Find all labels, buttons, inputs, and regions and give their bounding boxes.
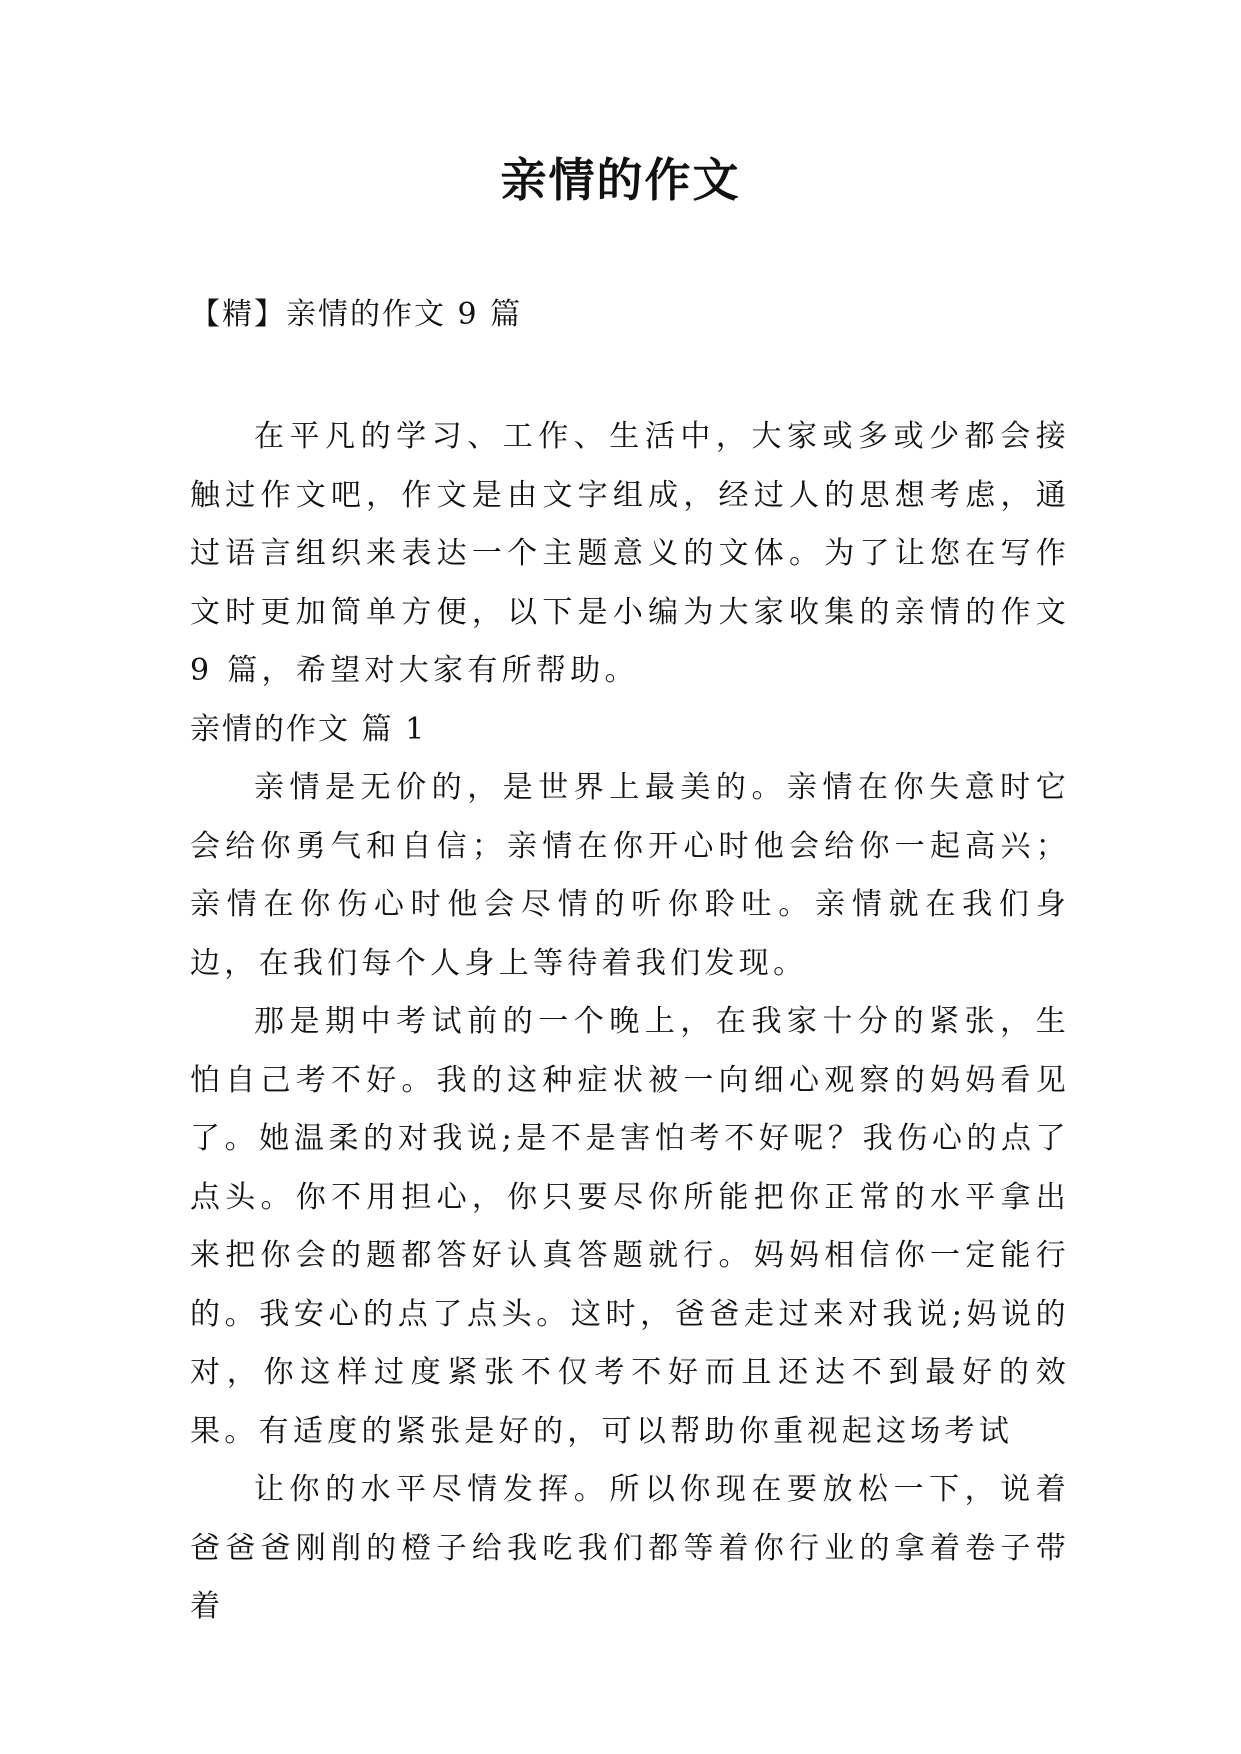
document-title: 亲情的作文 — [500, 153, 741, 207]
document-subtitle: 【精】亲情的作文 9 篇 — [190, 297, 523, 332]
section-heading: 亲情的作文 篇 1 — [190, 711, 427, 747]
body-paragraph: 亲情是无价的，是世界上最美的。亲情在你失意时它会给你勇气和自信；亲情在你开心时他会给你一起高兴；亲情在你伤心时他会尽情的听你聆吐。亲情就在我们身边，在我们每个人身上等待着我们发现。 — [190, 770, 1070, 981]
body-paragraph: 让你的水平尽情发挥。所以你现在要放松一下，说着爸爸爸刚削的橙子给我吃我们都等着你行业的拿着卷子带着 — [190, 1472, 1070, 1624]
body-paragraph: 那是期中考试前的一个晚上，在我家十分的紧张，生怕自己考不好。我的这种症状被一向细心观察的妈妈看见了。她温柔的对我说;是不是害怕考不好呢？我伤心的点了点头。你不用担心，你只要尽你所能把你正常的水平拿出来把你会的题都答好认真答题就行。妈妈相信你一定能行的。我安心的点了点头。这时，爸爸走过来对我说;妈说的对，你这样过度紧张不仅考不好而且还达不到最好的效果。有适度的紧张是好的，可以帮助你重视起这场考试 — [190, 1004, 1070, 1449]
document-body — [190, 408, 1070, 1637]
intro-paragraph: 在平凡的学习、工作、生活中，大家或多或少都会接触过作文吧，作文是由文字组成，经过人的思想考虑，通过语言组织来表达一个主题意义的文体。为了让您在写作文时更加简单方便，以下是小编为大家收集的亲情的作文 9 篇，希望对大家有所帮助。 — [190, 419, 1070, 688]
